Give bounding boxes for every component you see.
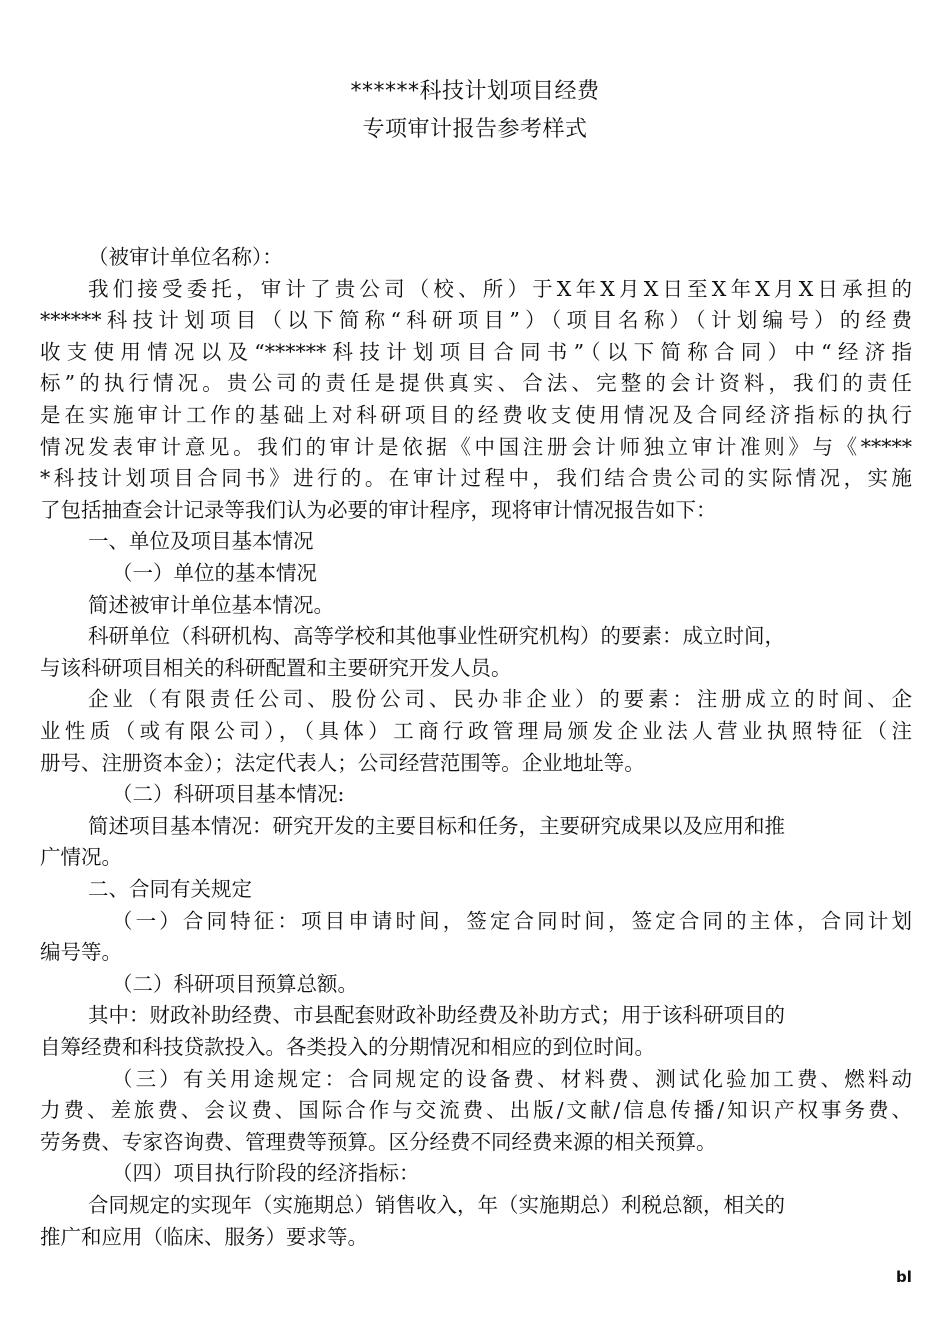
body-line: 广情况。	[40, 845, 122, 870]
body-line: 了包括抽查会计记录等我们认为必要的审计程序，现将审计情况报告如下：	[40, 497, 717, 522]
body-line: 是在实施审计工作的基础上对科研项目的经费收支使用情况及合同经济指标的执行	[40, 403, 912, 427]
body-line: 企业（有限责任公司、股份公司、民办非企业）的要素：注册成立的时间、企	[88, 687, 912, 712]
body-line: 册号、注册资本金）；法定代表人；公司经营范围等。企业地址等。	[40, 750, 645, 775]
body-line: 我们接受委托，审计了贵公司（校、所）于X年X月X日至X年X月X日承担的	[88, 276, 912, 301]
body-line: 收支使用情况以及“******科技计划项目合同书”（以下简称合同）中“经济指	[40, 339, 912, 364]
body-line: （一）合同特征：项目申请时间，签定合同时间，签定合同的主体，合同计划	[112, 908, 912, 933]
body-line: ******科技计划项目（以下简称“科研项目”）（项目名称）（计划编号）的经费	[40, 308, 912, 333]
body-line: 自筹经费和科技贷款投入。各类投入的分期情况和相应的到位时间。	[40, 1035, 655, 1059]
body-line: （二）科研项目基本情况:	[112, 782, 345, 807]
body-line: （被审计单位名称）：	[88, 245, 283, 269]
body-line: 科研单位（科研机构、高等学校和其他事业性研究机构）的要素：成立时间，	[88, 624, 785, 649]
page-footer-mark: bl	[896, 1268, 912, 1286]
body-line: 推广和应用（临床、服务）要求等。	[40, 1224, 368, 1249]
body-line: 编号等。	[40, 940, 122, 965]
document-title-line2: 专项审计报告参考样式	[362, 117, 588, 142]
body-line: （二）科研项目预算总额。	[112, 971, 358, 996]
body-line: 合同规定的实现年（实施期总）销售收入，年（实施期总）利税总额，相关的	[88, 1193, 785, 1217]
body-line: （一）单位的基本情况	[112, 561, 317, 585]
document-title-line1: ******科技计划项目经费	[350, 79, 600, 104]
body-line: 一、单位及项目基本情况	[88, 529, 314, 554]
body-line: （三）有关用途规定：合同规定的设备费、材料费、测试化验加工费、燃料动	[112, 1066, 912, 1091]
body-line: 业性质（或有限公司），（具体）工商行政管理局颁发企业法人营业执照特征（注	[40, 719, 912, 743]
body-line: 二、合同有关规定	[88, 877, 252, 901]
body-line: *科技计划项目合同书》进行的。在审计过程中，我们结合贵公司的实际情况，实施	[40, 466, 912, 491]
body-line: 劳务费、专家咨询费、管理费等预算。区分经费不同经费来源的相关预算。	[40, 1129, 717, 1154]
body-line: 简述被审计单位基本情况。	[88, 592, 334, 617]
body-line: 其中：财政补助经费、市县配套财政补助经费及补助方式；用于该科研项目的	[88, 1003, 785, 1028]
body-line: 标”的执行情况。贵公司的责任是提供真实、合法、完整的会计资料，我们的责任	[40, 371, 912, 396]
body-line: 简述项目基本情况：研究开发的主要目标和任务，主要研究成果以及应用和推	[88, 813, 785, 838]
body-line: 力费、差旅费、会议费、国际合作与交流费、出版/文献/信息传播/知识产权事务费、	[40, 1098, 912, 1123]
body-line: 与该科研项目相关的科研配置和主要研究开发人员。	[40, 655, 512, 680]
body-line: 情况发表审计意见。我们的审计是依据《中国注册会计师独立审计准则》与《*****	[40, 434, 912, 459]
body-line: （四）项目执行阶段的经济指标：	[112, 1161, 420, 1186]
